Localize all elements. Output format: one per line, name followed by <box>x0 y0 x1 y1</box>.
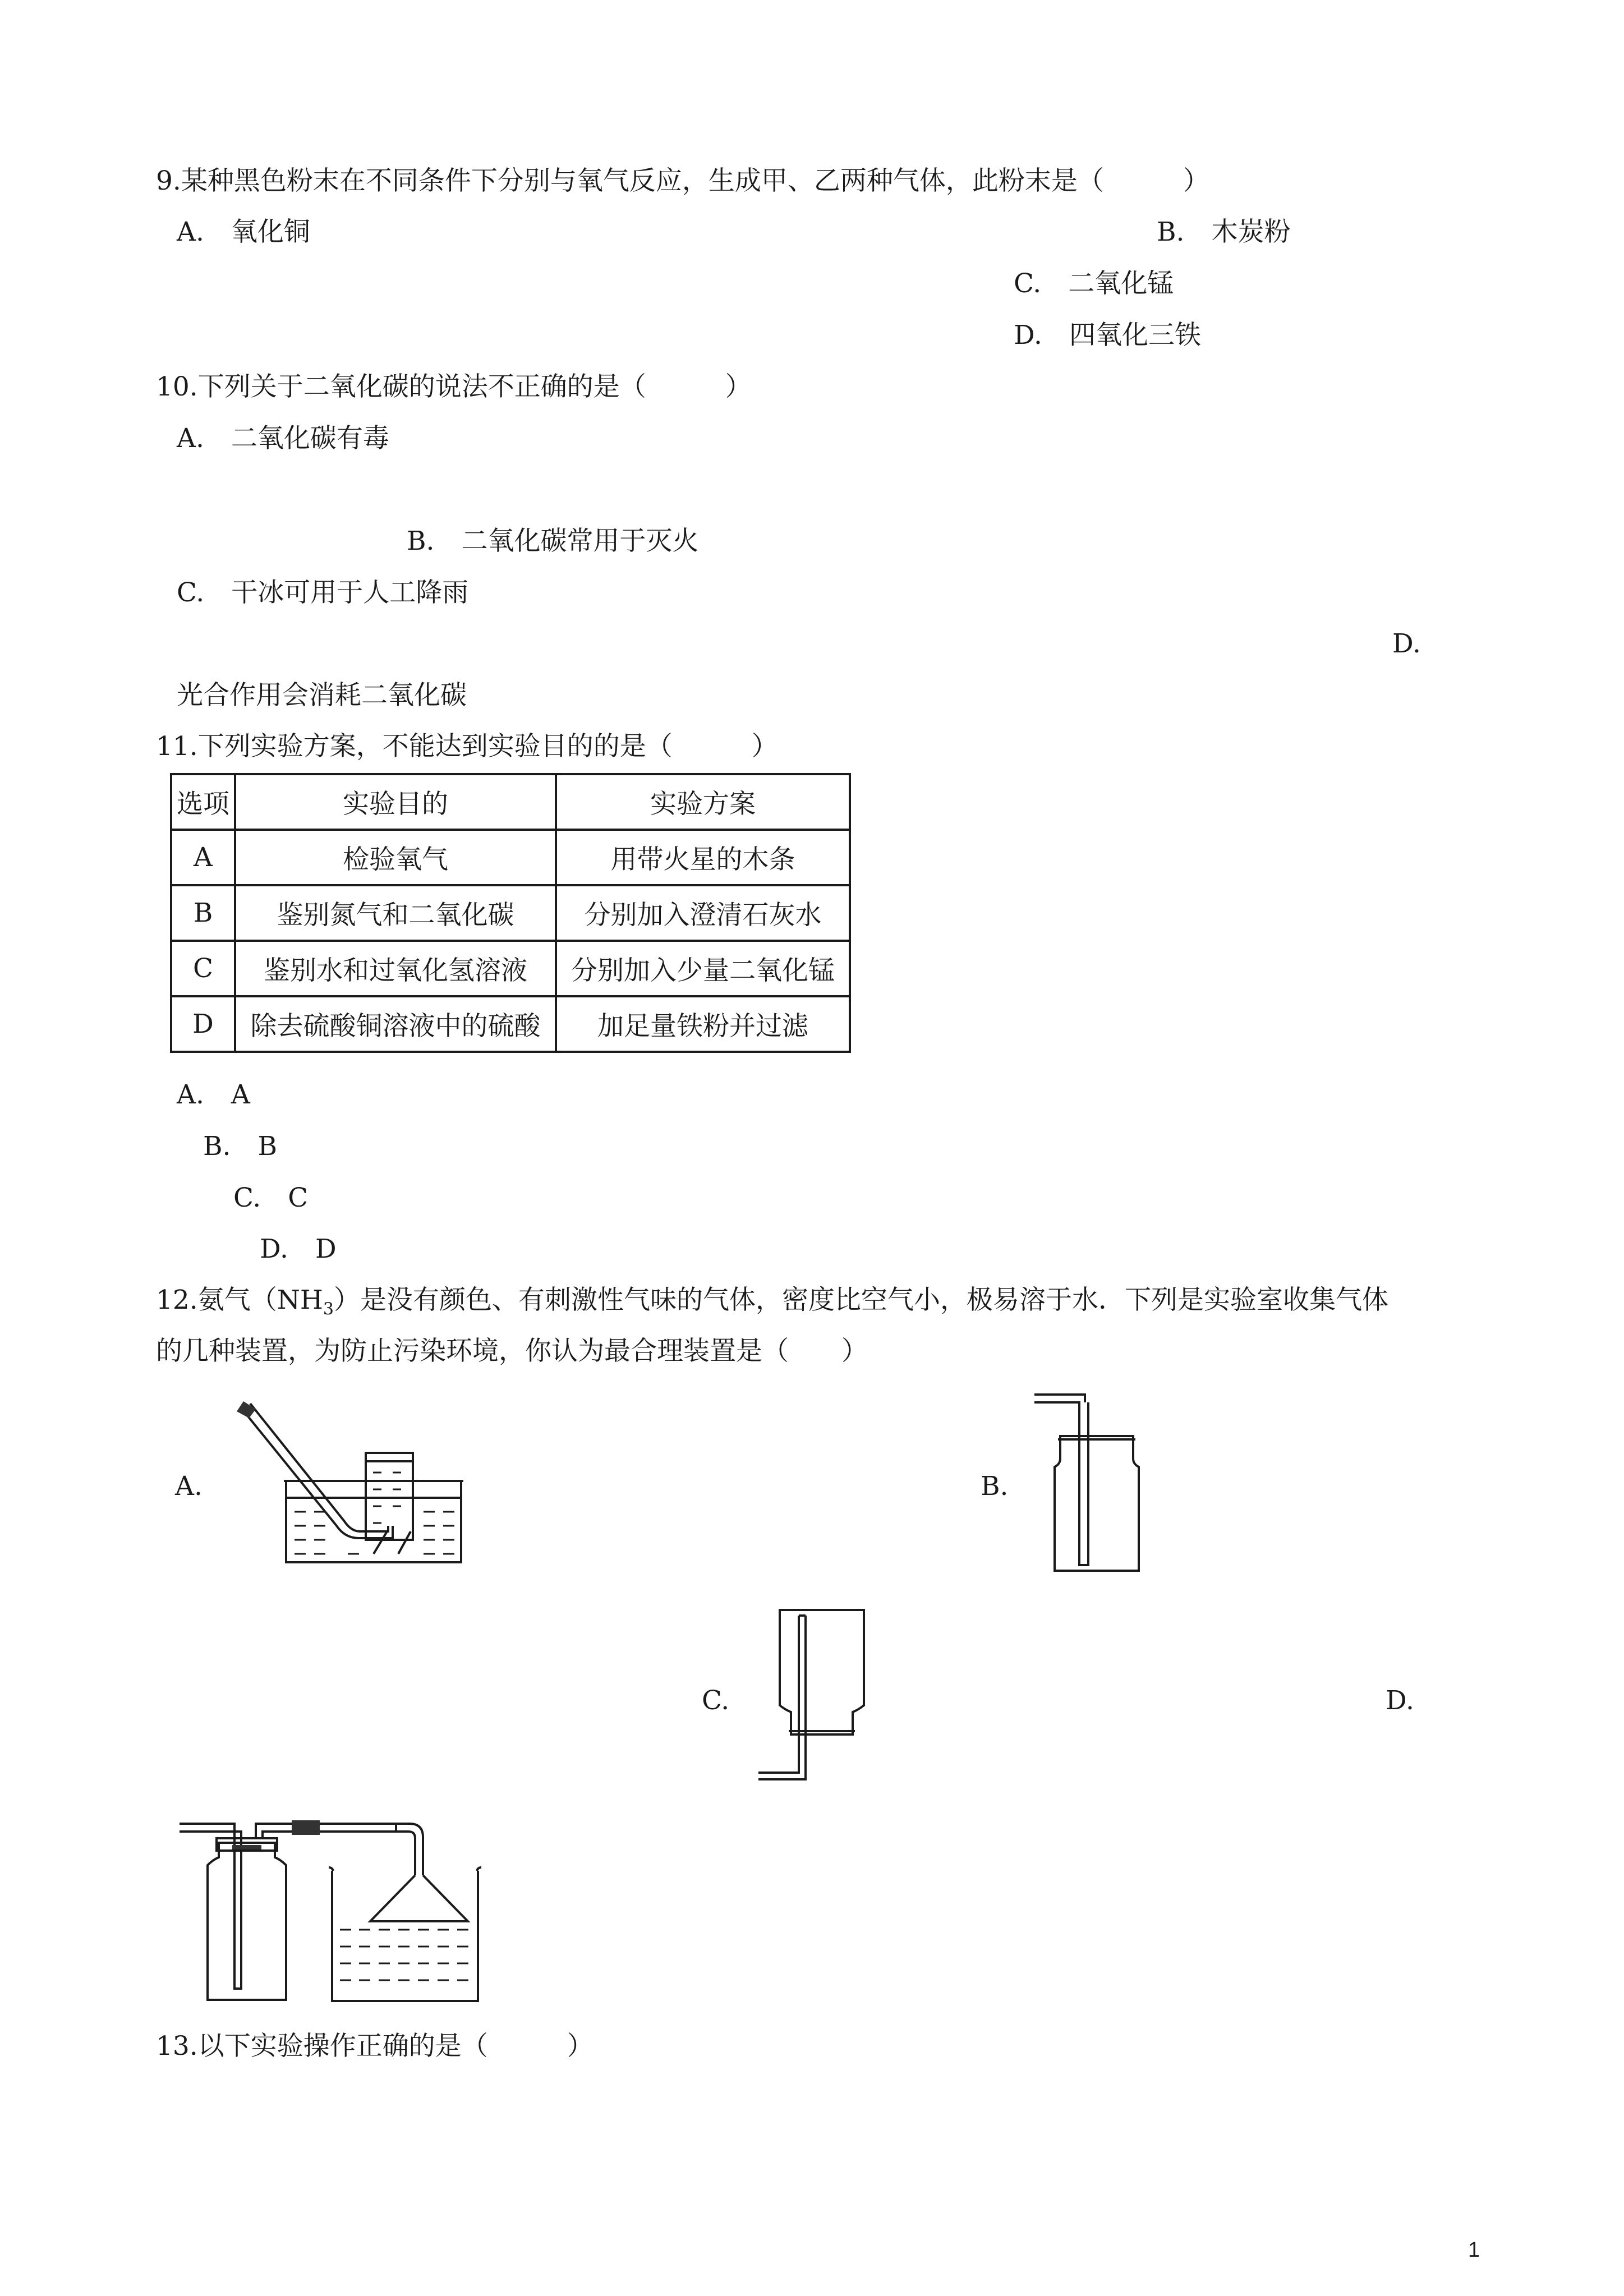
q10-option-b-label: B. <box>407 526 435 556</box>
table-row <box>171 885 850 941</box>
q9-option-b-label: B. <box>1157 217 1185 247</box>
q9-option-b[interactable] <box>1157 217 1290 248</box>
table-cell: 鉴别水和过氧化氢溶液 <box>235 941 556 996</box>
q11-option-a-text: A <box>231 1079 250 1110</box>
q12-figure-a-water-trough <box>230 1391 494 1576</box>
table-row <box>171 941 850 996</box>
q11-option-d-label: D. <box>260 1234 288 1264</box>
q10-option-c-text: 干冰可用于人工降雨 <box>231 577 469 608</box>
q11-option-d[interactable] <box>260 1234 337 1265</box>
q11-option-c-text: C <box>288 1182 309 1213</box>
q9-option-d-label: D. <box>1014 320 1042 351</box>
q10-option-b[interactable] <box>407 526 698 557</box>
q9-option-d[interactable] <box>1014 320 1201 351</box>
table-header-row <box>171 774 850 830</box>
table-row <box>171 830 850 885</box>
table-cell: C <box>171 941 235 996</box>
table-cell: 除去硫酸铜溶液中的硫酸 <box>235 996 556 1052</box>
table-cell: A <box>171 830 235 885</box>
table-header: 实验目的 <box>235 774 556 830</box>
q11-option-d-text: D <box>315 1234 337 1264</box>
q12-figure-d-absorption-setup <box>174 1809 488 2011</box>
table-cell: 鉴别氮气和二氧化碳 <box>235 885 556 941</box>
q10-option-a-label: A. <box>177 423 204 454</box>
table-header: 实验方案 <box>556 774 850 830</box>
q10-option-d-text[interactable]: 光合作用会消耗二氧化碳 <box>177 680 467 711</box>
q12-stem-part2: ）是没有颜色、有刺激性气味的气体，密度比空气小，极易溶于水．下列是实验室收集气体 <box>333 1285 1388 1315</box>
q10-option-a[interactable] <box>177 423 389 454</box>
q11-option-b-text: B <box>257 1131 278 1162</box>
q10-option-c-label: C. <box>177 577 205 608</box>
table-cell: 分别加入少量二氧化锰 <box>556 941 850 996</box>
q9-option-c-text: 二氧化锰 <box>1068 268 1174 299</box>
q12-stem-subscript: 3 <box>323 1299 334 1319</box>
q9-option-a[interactable] <box>177 217 310 248</box>
q12-figure-b-bottle <box>1027 1386 1156 1576</box>
q10-option-c[interactable] <box>177 577 468 609</box>
q13-stem: 13.以下实验操作正确的是（ ） <box>156 2031 594 2062</box>
q9-option-d-text: 四氧化三铁 <box>1069 320 1201 351</box>
q11-option-c-label: C. <box>233 1182 261 1213</box>
table-cell: 加足量铁粉并过滤 <box>556 996 850 1052</box>
q9-option-b-text: 木炭粉 <box>1211 217 1291 247</box>
q9-stem: 9.某种黑色粉末在不同条件下分别与氧气反应，生成甲、乙两种气体，此粉末是（ ） <box>156 165 1209 196</box>
page-number: 1 <box>1468 2238 1480 2262</box>
q9-option-c[interactable] <box>1014 268 1174 300</box>
q11-option-c[interactable] <box>233 1182 308 1214</box>
table-cell: 检验氧气 <box>235 830 556 885</box>
table-cell: 用带火星的木条 <box>556 830 850 885</box>
q10-option-d-label[interactable]: D. <box>1392 628 1421 659</box>
q12-stem-line2: 的几种装置，为防止污染环境，你认为最合理装置是（ ） <box>156 1336 868 1366</box>
q10-option-a-text: 二氧化碳有毒 <box>231 423 389 454</box>
q9-option-a-text: 氧化铜 <box>231 217 310 247</box>
table-row <box>171 996 850 1052</box>
q11-option-a-label: A. <box>177 1079 204 1110</box>
q12-option-b-label[interactable]: B. <box>981 1471 1009 1502</box>
q10-option-b-text: 二氧化碳常用于灭火 <box>461 526 699 556</box>
q12-stem-part1: 12.氨气（NH <box>156 1285 323 1315</box>
table-cell: 分别加入澄清石灰水 <box>556 885 850 941</box>
table-header: 选项 <box>171 774 235 830</box>
q9-option-c-label: C. <box>1014 268 1042 299</box>
q12-stem-line1 <box>156 1285 1388 1325</box>
q12-option-a-label[interactable]: A. <box>175 1471 203 1502</box>
q11-option-a[interactable] <box>177 1079 250 1111</box>
q11-option-b-label: B. <box>203 1131 231 1162</box>
q9-option-a-label: A. <box>177 217 204 247</box>
q11-stem: 11.下列实验方案，不能达到实验目的的是（ ） <box>156 731 778 762</box>
q12-option-d-label[interactable]: D. <box>1386 1685 1414 1716</box>
table-cell: B <box>171 885 235 941</box>
q11-table <box>170 773 851 1053</box>
q11-option-b[interactable] <box>203 1131 277 1162</box>
q10-stem: 10.下列关于二氧化碳的说法不正确的是（ ） <box>156 371 752 402</box>
table-cell: D <box>171 996 235 1052</box>
q12-figure-c-inverted-bottle <box>752 1604 881 1795</box>
q12-option-c-label[interactable]: C. <box>702 1685 730 1716</box>
